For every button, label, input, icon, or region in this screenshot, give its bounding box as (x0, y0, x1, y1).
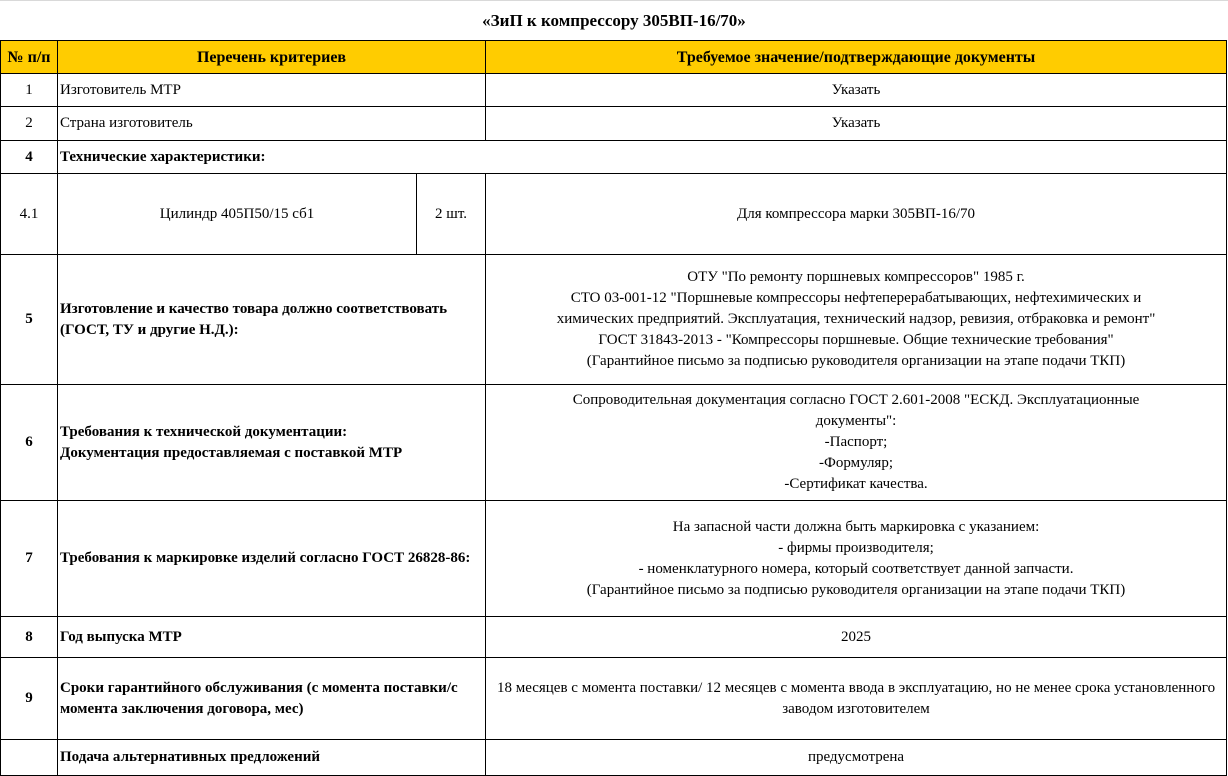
row-value (486, 255, 1227, 385)
document-title: «ЗиП к компрессору 305ВП-16/70» (0, 0, 1228, 40)
value-line: -Паспорт; (824, 434, 888, 450)
table-row (1, 658, 1227, 740)
row-value: 2025 (486, 617, 1227, 658)
value-line: (Гарантийное письмо за подписью руководителя организации на этапе подачи ТКП) (586, 581, 1126, 598)
table-row (1, 107, 1227, 141)
row-num: 9 (1, 658, 58, 740)
row-criteria: Сроки гарантийного обслуживания (с момента поставки/с момента заключения договора, мес) (58, 658, 486, 740)
value-line: - номенклатурного номера, который соответствует данной запчасти. (638, 560, 1074, 577)
row-criteria (58, 385, 486, 501)
value-line: ГОСТ 31843-2013 - "Компрессоры поршневые. Общие технические требования" (598, 332, 1114, 348)
header-row (1, 41, 1227, 74)
header-criteria: Перечень критериев (58, 41, 486, 74)
table-row (1, 174, 1227, 255)
value-line: СТО 03-001-12 "Поршневые компрессоры нефтеперерабатывающих, нефтехимических и (570, 290, 1142, 306)
criteria-line: Требования к технической документации: (60, 423, 348, 440)
value-line: документы": (815, 413, 897, 429)
table-row (1, 255, 1227, 385)
row-qty: 2 шт. (417, 174, 486, 255)
row-value: Для компрессора марки 305ВП-16/70 (486, 174, 1227, 255)
row-num (1, 740, 58, 776)
row-num: 6 (1, 385, 58, 501)
value-line: ОТУ "По ремонту поршневых компрессоров" 1985 г. (687, 269, 1025, 285)
row-num: 1 (1, 74, 58, 107)
criteria-table (0, 40, 1227, 776)
row-num: 4.1 (1, 174, 58, 255)
row-num: 8 (1, 617, 58, 658)
row-num: 5 (1, 255, 58, 385)
row-value: Указать (486, 107, 1227, 141)
row-num: 2 (1, 107, 58, 141)
row-value: 18 месяцев с момента поставки/ 12 месяцев с момента ввода в эксплуатацию, но не менее срока установленного заводом изготовителем (486, 658, 1227, 740)
header-num: № п/п (1, 41, 58, 74)
row-item: Цилиндр 405П50/15 сб1 (58, 174, 417, 255)
value-line: химических предприятий. Эксплуатация, технический надзор, ревизия, отбраковка и ремонт" (556, 311, 1156, 327)
value-line: -Сертификат качества. (784, 476, 928, 492)
row-criteria: Изготовитель МТР (58, 74, 486, 107)
row-section-heading: Технические характеристики: (58, 141, 1227, 174)
row-value (486, 501, 1227, 617)
header-value: Требуемое значение/подтверждающие документы (486, 41, 1227, 74)
table-row (1, 385, 1227, 501)
table-row (1, 74, 1227, 107)
criteria-line: Документация предоставляемая с поставкой МТР (60, 444, 403, 461)
row-criteria: Требования к маркировке изделий согласно ГОСТ 26828-86: (58, 501, 486, 617)
value-line: -Формуляр; (819, 455, 894, 471)
value-line: - фирмы производителя; (778, 539, 934, 556)
table-row (1, 617, 1227, 658)
row-value: предусмотрена (486, 740, 1227, 776)
row-criteria: Изготовление и качество товара должно соответствовать (ГОСТ, ТУ и другие Н.Д.): (58, 255, 486, 385)
table-row (1, 501, 1227, 617)
row-value (486, 385, 1227, 501)
value-line: (Гарантийное письмо за подписью руководителя организации на этапе подачи ТКП) (586, 353, 1126, 369)
row-criteria: Страна изготовитель (58, 107, 486, 141)
row-criteria: Подача альтернативных предложений (58, 740, 486, 776)
row-value: Указать (486, 74, 1227, 107)
row-num: 7 (1, 501, 58, 617)
table-row (1, 740, 1227, 776)
table-row (1, 141, 1227, 174)
value-line: Сопроводительная документация согласно ГОСТ 2.601-2008 "ЕСКД. Эксплуатационные (572, 392, 1140, 408)
row-criteria: Год выпуска МТР (58, 617, 486, 658)
row-num: 4 (1, 141, 58, 174)
value-line: На запасной части должна быть маркировка с указанием: (672, 518, 1040, 535)
